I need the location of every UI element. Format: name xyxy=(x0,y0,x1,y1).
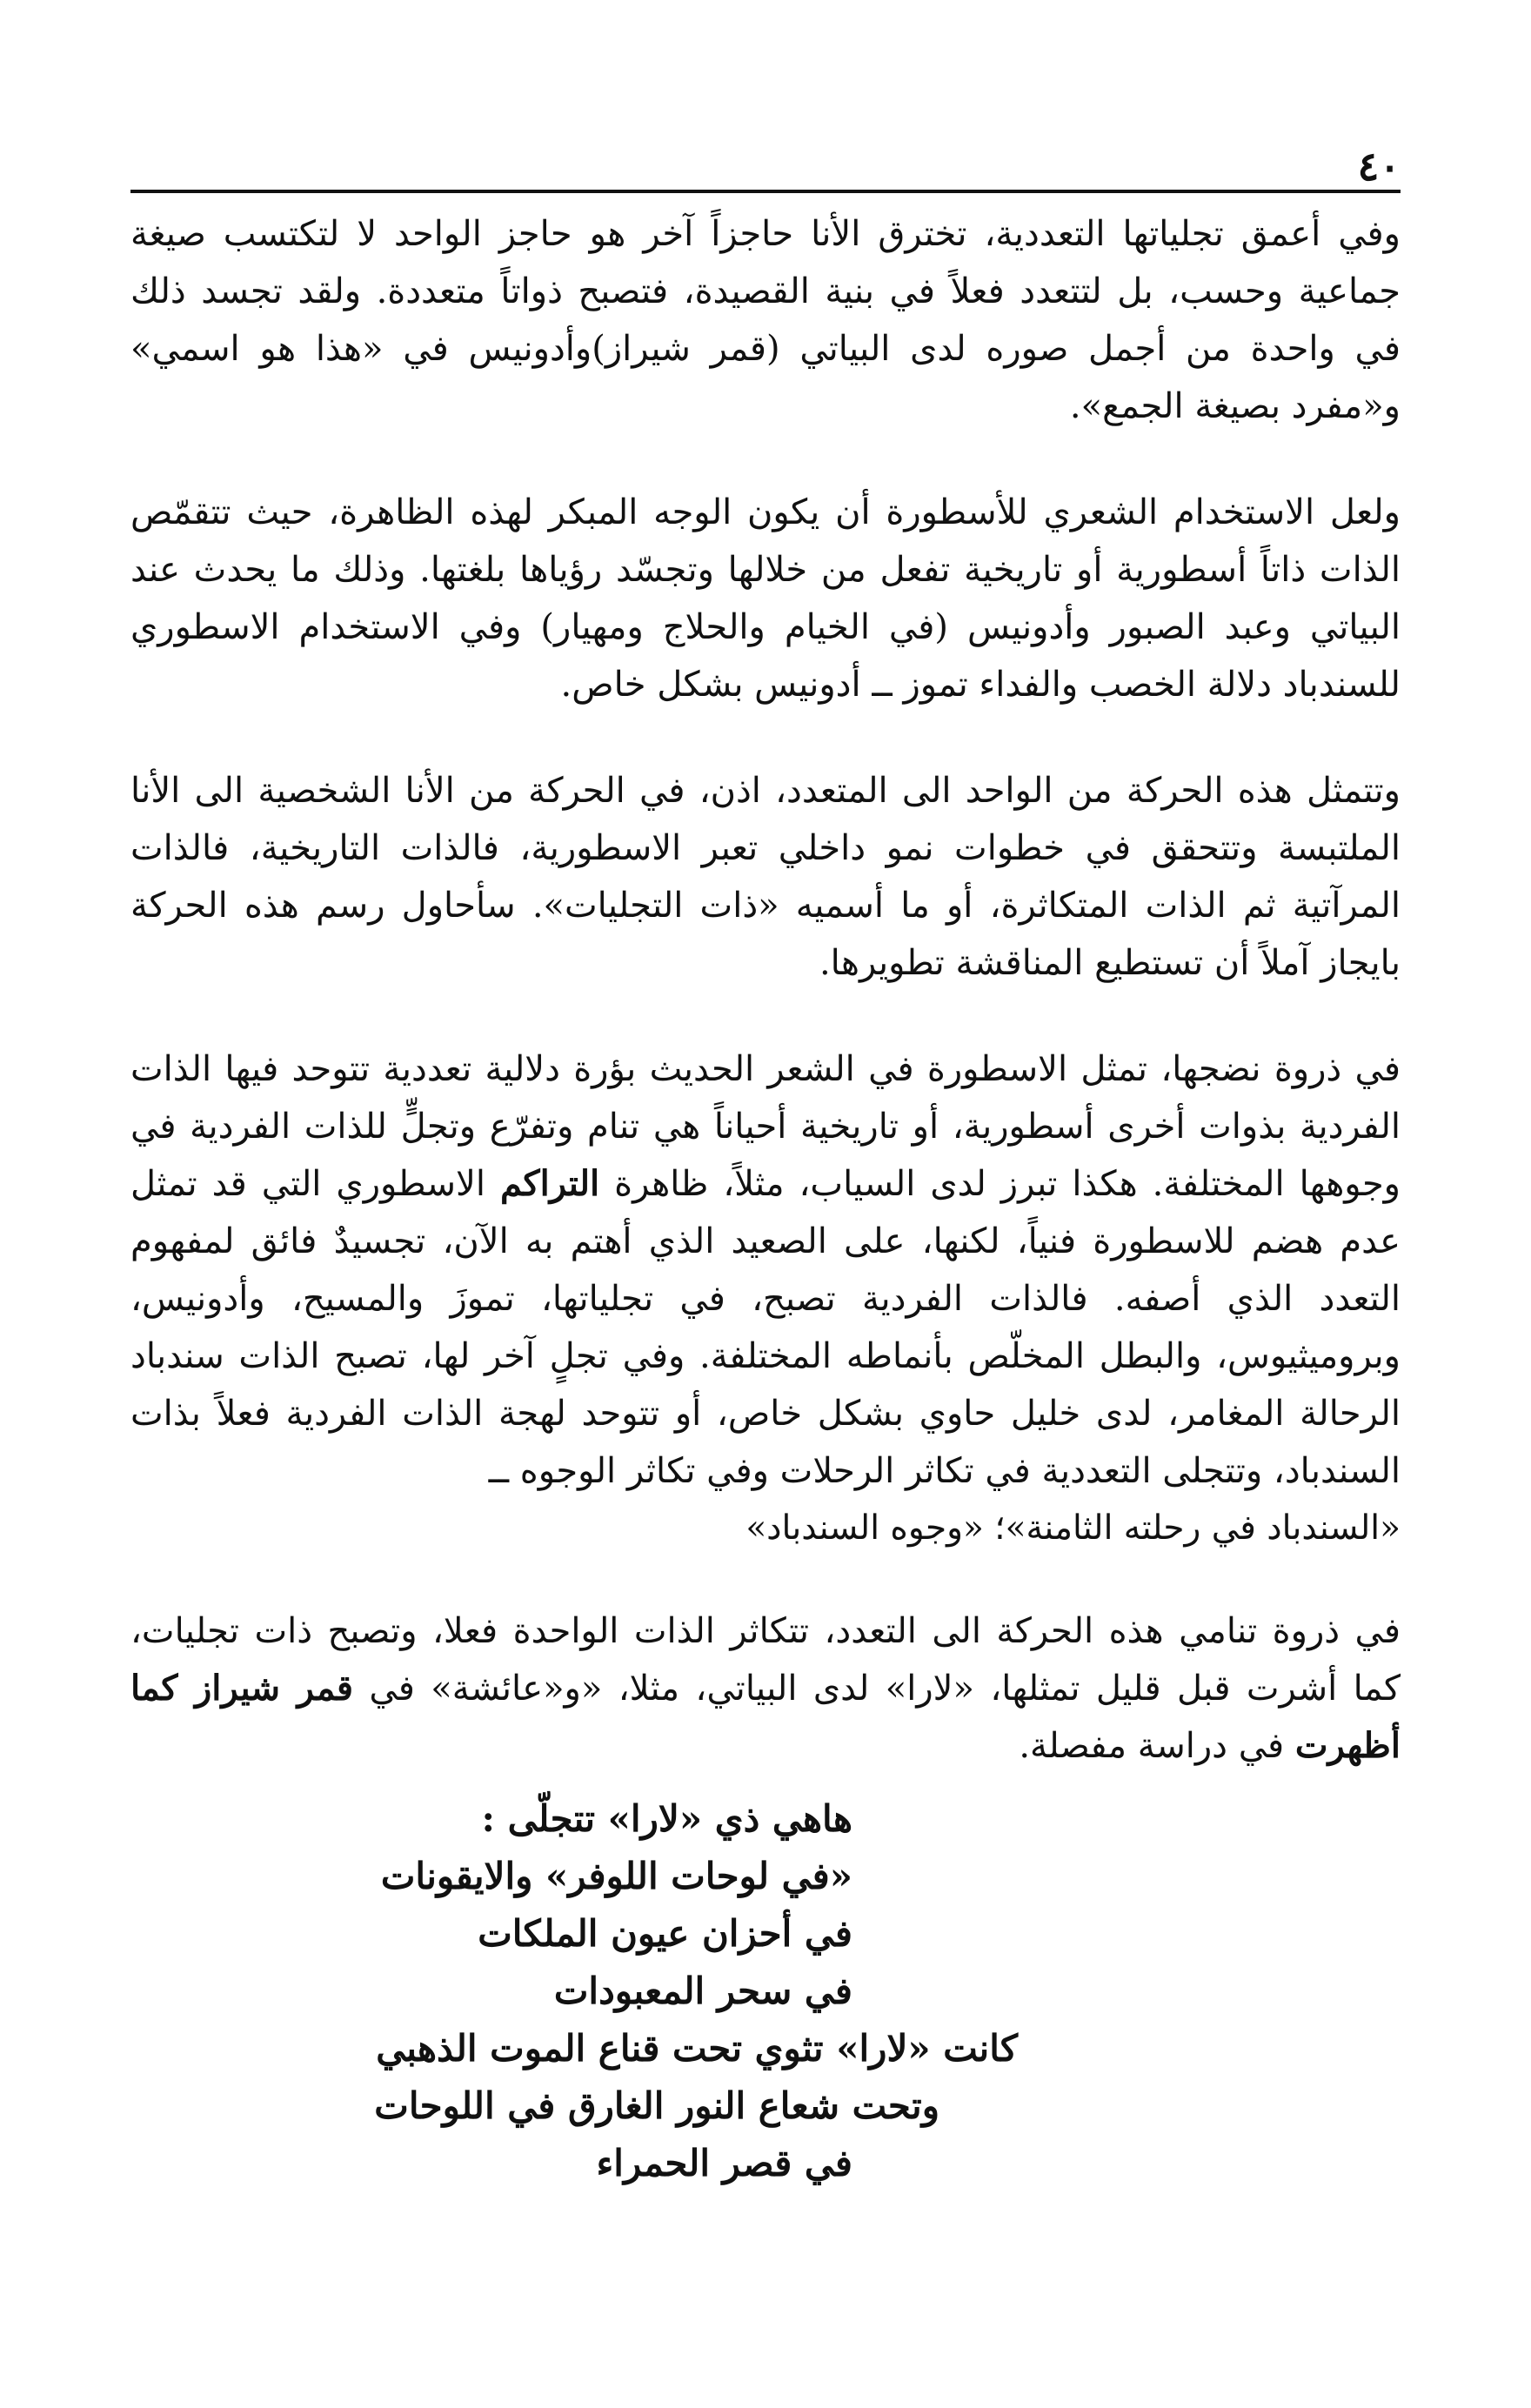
poem-line: كانت «لارا» تثوي تحت قناع الموت الذهبي xyxy=(376,2027,1018,2070)
paragraph-4-text-a: في ذروة نضجها، تمثل الاسطورة في الشعر الحديث بؤرة دلالية تعددية تتوحد فيها الذات الفردية بذوات أخرى أسطورية، أو تاريخية أحياناً هي تنام وتفرّع وتجلٍّ للذات الفردية في وجوهها المختلفة. هكذا تبرز لدى السياب، مثلاً، ظاهرة xyxy=(130,1049,1401,1204)
poem-line: هاهي ذي «لارا» تتجلّى : xyxy=(481,1797,852,1840)
paragraph-4-text-b: الاسطوري التي قد تمثل عدم هضم للاسطورة فنياً، لكنها، على الصعيد الذي أهتم به الآن، تجسيدٌ فائق لمفهوم التعدد الذي أصفه. فالذات الفردية تصبح، في تجلياتها، تموزَ والمسيح، وأدونيس، وبروميثيوس، والبطل المخلّص بأنماطه المختلفة. وفي تجلٍ آخر لها، تصبح الذات سندباد الرحالة المغامر، لدى خليل حاوي بشكل خاص، أو تتوحد لهجة الذات الفردية فعلاً بذات السندباد، وتتجلى التعددية في تكاثر الرحلات وفي تكاثر الوجوه ــ xyxy=(130,1164,1401,1491)
poem-line: وتحت شعاع النور الغارق في اللوحات xyxy=(374,2084,939,2127)
paragraph-5-bold-term: قمر شيراز كما أظهرت xyxy=(130,1668,1401,1766)
paragraph-5-text-a: في ذروة تنامي هذه الحركة الى التعدد، تتكاثر الذات الواحدة فعلا، وتصبح ذات تجليات، كما أشرت قبل قليل تمثلها، «لارا» لدى البياتي، مثلا، «و«عائشة» في xyxy=(130,1611,1401,1709)
poem-line: في أحزان عيون الملكات xyxy=(478,1912,852,1955)
page-number: ٤٠ xyxy=(1357,143,1401,190)
paragraph-2: ولعل الاستخدام الشعري للأسطورة أن يكون الوجه المبكر لهذه الظاهرة، حيث تتقمّص الذات ذاتاً أسطورية أو تاريخية تفعل من خلالها وتجسّد رؤياها بلغتها. وذلك ما يحدث عند البياتي وعبد الصبور وأدونيس (في الخيام والحلاج ومهيار) وفي الاستخدام الاسطوري للسندباد دلالة الخصب والفداء تموز ــ أدونيس بشكل خاص. xyxy=(130,492,1401,705)
paragraph-4 xyxy=(130,1040,1401,1500)
header-rule xyxy=(130,190,1401,193)
sindbad-titles-quote: «السندباد في رحلته الثامنة»؛ «وجوه السندباد» xyxy=(745,1508,1401,1548)
poem-line: في قصر الحمراء xyxy=(596,2142,852,2184)
paragraph-1: وفي أعمق تجلياتها التعددية، تخترق الأنا حاجزاً آخر هو حاجز الواحد لا لتكتسب صيغة جماعية وحسب، بل لتتعدد فعلاً في بنية القصيدة، فتصبح ذواتاً متعددة. ولقد تجسد ذلك في واحدة من أجمل صوره لدى البياتي (قمر شيراز)وأدونيس في «هذا هو اسمي» و«مفرد بصيغة الجمع». xyxy=(130,214,1401,426)
paragraph-5 xyxy=(130,1602,1401,1775)
poem-excerpt xyxy=(130,1790,1401,2192)
poem-line: «في لوحات اللوفر» والايقونات xyxy=(380,1855,852,1897)
poem-line: في سحر المعبودات xyxy=(553,1970,852,2012)
paragraph-5-text-b: في دراسة مفصلة. xyxy=(1019,1726,1285,1766)
paragraph-4-bold-term: التراكم xyxy=(499,1163,600,1204)
body-text xyxy=(130,205,1401,2192)
paragraph-3: وتتمثل هذه الحركة من الواحد الى المتعدد، اذن، في الحركة من الأنا الشخصية الى الأنا الملتبسة وتتحقق في خطوات نمو داخلي تعبر الاسطورية، فالذات التاريخية، فالذات المرآتية ثم الذات المتكاثرة، أو ما أسميه «ذات التجليات». سأحاول رسم هذه الحركة بايجاز آملاً أن تستطيع المناقشة تطويرها. xyxy=(130,771,1401,983)
